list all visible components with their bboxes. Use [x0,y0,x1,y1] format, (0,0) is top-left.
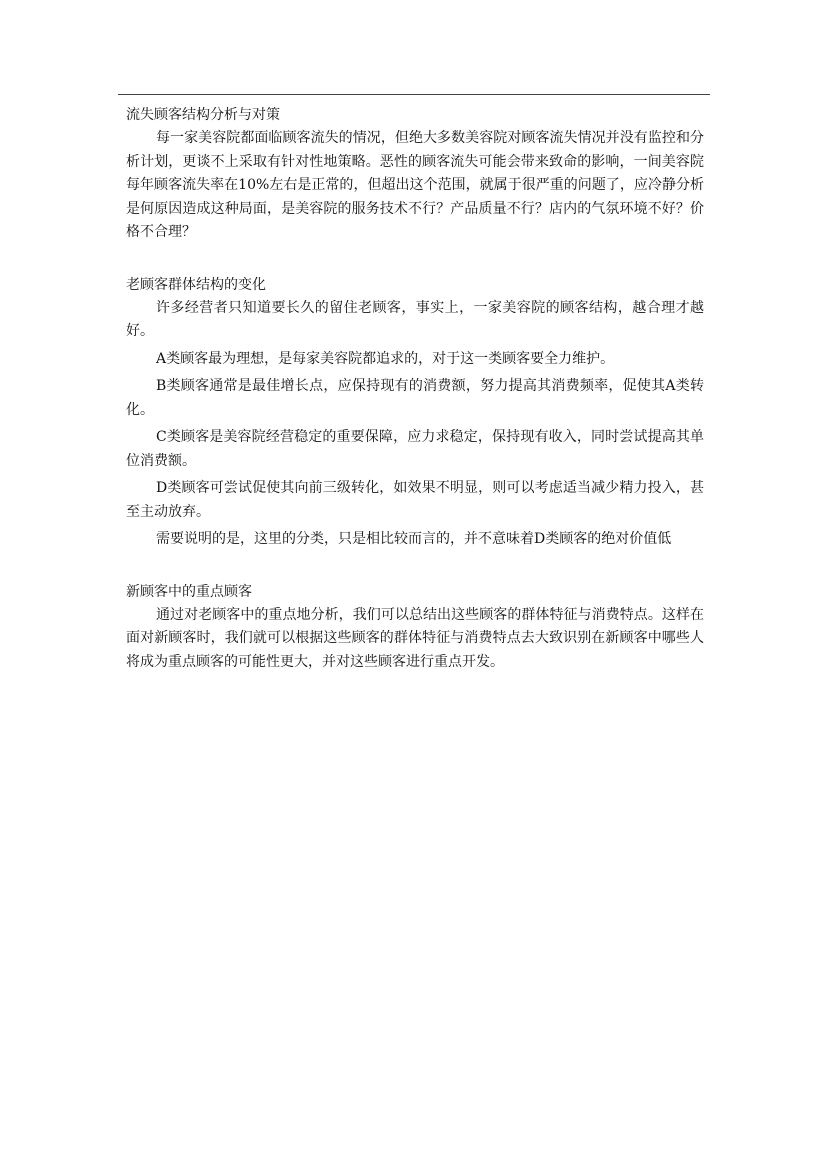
header-rule [118,94,710,95]
section-customer-loss [126,104,704,245]
paragraph: 通过对老顾客中的重点地分析，我们可以总结出这些顾客的群体特征与消费特点。这样在面对新顾客时，我们就可以根据这些顾客的群体特征与消费特点去大致识别在新顾客中哪些人将成为重点顾客的可能性更大，并对这些顾客进行重点开发。 [126,606,704,670]
paragraph: 许多经营者只知道要长久的留住老顾客，事实上，一家美容院的顾客结构，越合理才越好。 [126,299,704,339]
section-title: 老顾客群体结构的变化 [126,276,266,293]
paragraph: B类顾客通常是最佳增长点，应保持现有的消费额，努力提高其消费频率，促使其A类转化。 [126,378,704,418]
section-new-key-customers [126,581,704,675]
section-title: 新顾客中的重点顾客 [126,583,252,600]
document-body [126,104,704,674]
paragraph: C类顾客是美容院经营稳定的重要保障，应力求稳定，保持现有收入，同时尝试提高其单位消费额。 [126,429,704,469]
paragraph: 需要说明的是，这里的分类，只是相比较而言的，并不意味着D类顾客的绝对价值低 [156,531,672,547]
paragraph: 每一家美容院都面临顾客流失的情况，但绝大多数美容院对顾客流失情况并没有监控和分析计划，更谈不上采取有针对性地策略。恶性的顾客流失可能会带来致命的影响，一间美容院每年顾客流失率在10%左右是正常的，但超出这个范围，就属于很严重的问题了，应冷静分析是何原因造成这种局面，是美容院的服务技术不行？产品质量不行？店内的气氛环境不好？价格不合理？ [126,130,704,240]
section-title: 流失顾客结构分析与对策 [126,107,280,123]
paragraph: D类顾客可尝试促使其向前三级转化，如效果不明显，则可以考虑适当减少精力投入，甚至主动放弃。 [126,480,704,520]
section-old-customer-structure [126,274,704,552]
paragraph: A类顾客最为理想，是每家美容院都追求的，对于这一类顾客要全力维护。 [156,350,615,367]
